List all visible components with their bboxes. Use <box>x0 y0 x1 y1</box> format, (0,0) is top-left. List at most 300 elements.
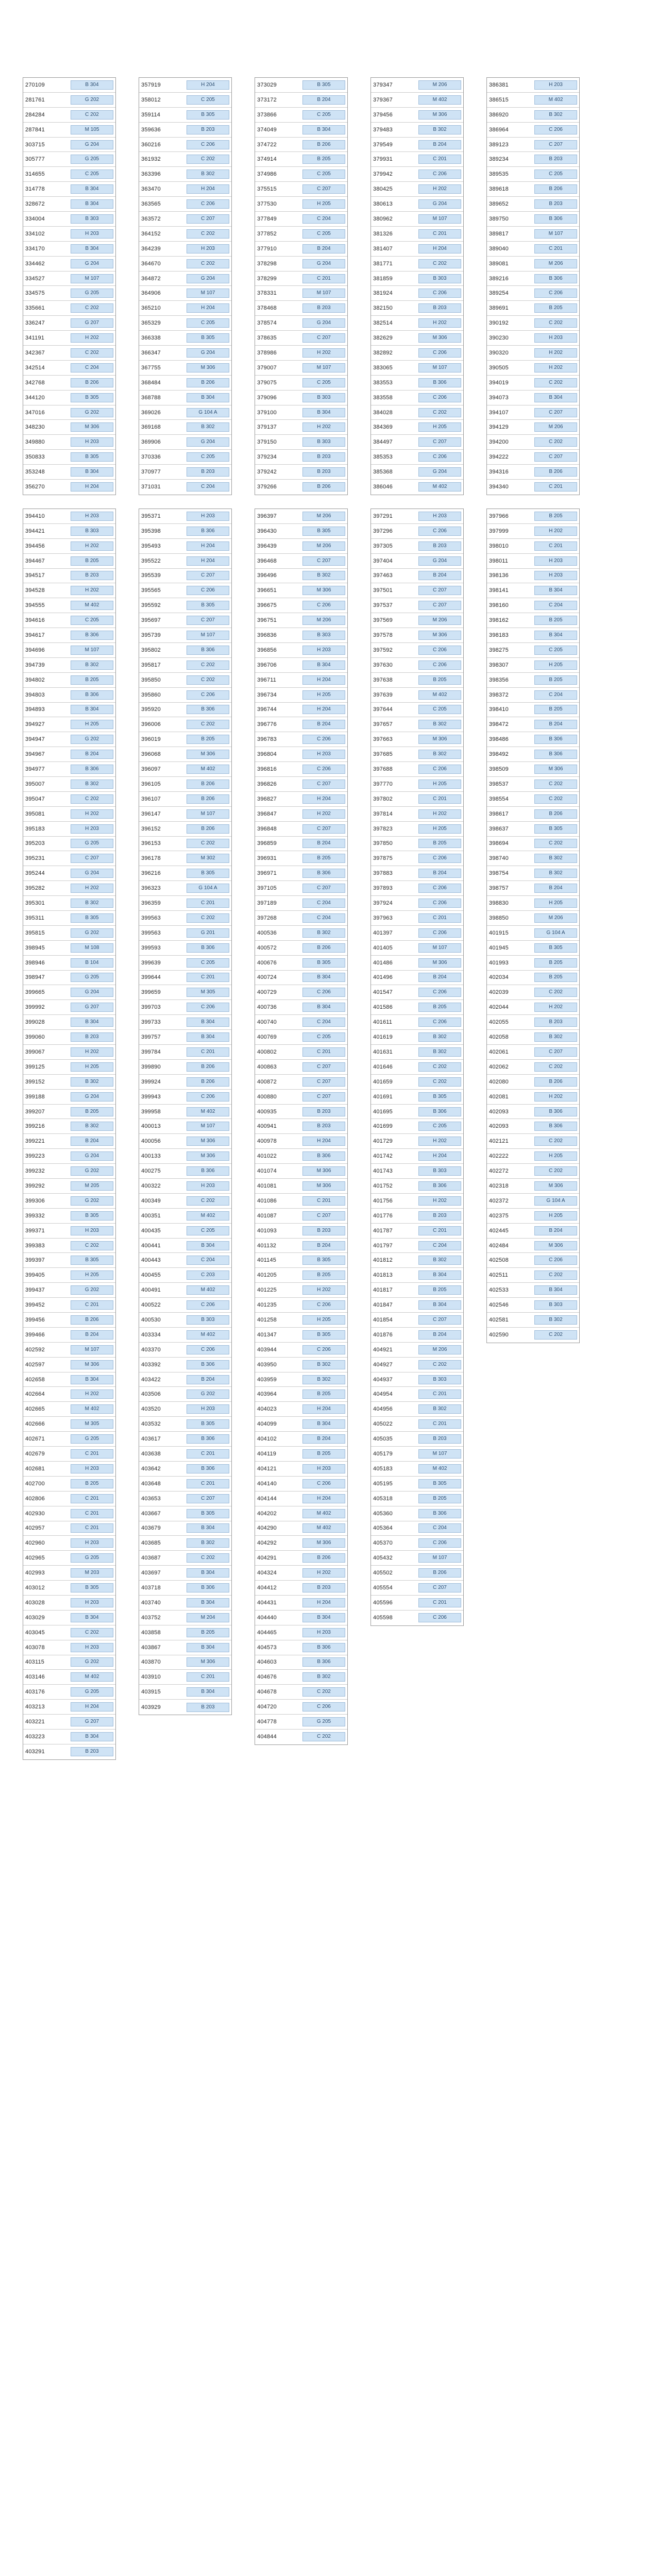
room-code-badge: B 305 <box>534 943 577 953</box>
table-row <box>23 1105 115 1120</box>
entry-number: 404431 <box>257 1599 277 1606</box>
entry-number: 375515 <box>257 186 277 193</box>
entry-number: 398307 <box>489 662 509 668</box>
room-code-badge: C 207 <box>418 1315 461 1325</box>
room-code-badge: B 304 <box>302 973 345 982</box>
entry-number: 402372 <box>489 1197 509 1204</box>
room-code-badge: H 204 <box>302 1404 345 1414</box>
table-row <box>139 450 231 465</box>
entry-number: 395231 <box>25 855 45 862</box>
entry-number: 385368 <box>373 469 393 476</box>
table-row <box>371 643 463 658</box>
entry-number: 396706 <box>257 662 277 668</box>
table-row <box>371 1149 463 1164</box>
table-row <box>255 896 347 911</box>
room-code-badge: M 306 <box>418 735 461 744</box>
entry-number: 401631 <box>373 1048 393 1055</box>
room-code-badge: C 205 <box>187 452 229 462</box>
table-row <box>255 1149 347 1164</box>
table-row <box>371 792 463 807</box>
room-code-badge: H 204 <box>418 244 461 253</box>
room-code-badge: B 306 <box>187 1583 229 1592</box>
room-code-badge: B 302 <box>187 1538 229 1548</box>
room-code-badge: H 203 <box>71 1643 113 1652</box>
entry-number: 368484 <box>141 379 161 386</box>
entry-number: 402993 <box>25 1570 45 1577</box>
room-code-badge: B 302 <box>71 1077 113 1087</box>
room-code-badge: M 206 <box>302 541 345 551</box>
entry-number: 400802 <box>257 1048 277 1055</box>
entry-number: 396783 <box>257 736 277 743</box>
table-row <box>23 465 115 480</box>
entry-number: 403944 <box>257 1346 277 1353</box>
room-code-badge: G 204 <box>302 318 345 328</box>
entry-number: 400133 <box>141 1153 161 1160</box>
table-row <box>23 152 115 167</box>
table-row <box>139 1402 231 1417</box>
table-row <box>487 108 579 123</box>
entry-number: 396006 <box>141 721 161 728</box>
entry-number: 404412 <box>257 1585 277 1591</box>
entry-number: 402960 <box>25 1540 45 1547</box>
table-row <box>371 376 463 391</box>
entry-number: 397630 <box>373 662 393 668</box>
table-row <box>255 1358 347 1372</box>
table-row <box>255 376 347 391</box>
table-row <box>487 93 579 108</box>
entry-number: 394421 <box>25 528 45 534</box>
entry-number: 397501 <box>373 587 393 594</box>
entry-number: 398356 <box>489 676 509 683</box>
table-row <box>487 152 579 167</box>
table-row <box>371 1536 463 1551</box>
entry-number: 394616 <box>25 617 45 624</box>
entry-number: 399943 <box>141 1093 161 1100</box>
entry-number: 400536 <box>257 929 277 936</box>
entry-number: 305777 <box>25 156 45 163</box>
entry-number: 404292 <box>257 1540 277 1547</box>
table-row <box>23 866 115 881</box>
room-code-badge: C 207 <box>187 1494 229 1503</box>
room-code-badge: H 205 <box>418 824 461 834</box>
table-row <box>139 197 231 212</box>
entry-number: 402080 <box>489 1078 509 1085</box>
table-row <box>255 316 347 331</box>
room-code-badge: B 302 <box>71 899 113 908</box>
room-code-badge: B 303 <box>418 1166 461 1176</box>
room-code-badge: G 204 <box>71 259 113 268</box>
table-row <box>371 941 463 956</box>
entry-number: 404844 <box>257 1734 277 1740</box>
room-code-badge: C 202 <box>534 1330 577 1340</box>
room-code-badge: B 206 <box>187 779 229 789</box>
table-row <box>139 93 231 108</box>
entry-number: 403422 <box>141 1376 161 1383</box>
room-code-badge: B 204 <box>71 1330 113 1340</box>
table-row <box>371 956 463 971</box>
room-code-badge: B 302 <box>534 854 577 863</box>
table-row <box>371 465 463 480</box>
room-code-badge: C 206 <box>187 199 229 209</box>
entry-number: 397638 <box>373 676 393 683</box>
entry-number: 365329 <box>141 320 161 327</box>
entry-number: 342514 <box>25 364 45 371</box>
entry-number: 403370 <box>141 1346 161 1353</box>
table-row <box>487 792 579 807</box>
table-row <box>371 197 463 212</box>
table-row <box>255 807 347 822</box>
room-code-badge: C 206 <box>534 289 577 298</box>
room-code-badge: G 204 <box>71 1092 113 1101</box>
entry-number: 395183 <box>25 825 45 832</box>
room-code-badge: C 202 <box>534 378 577 387</box>
entry-number: 404573 <box>257 1644 277 1651</box>
entry-number: 389234 <box>489 156 509 163</box>
room-code-badge: C 207 <box>534 452 577 462</box>
table-row <box>255 301 347 316</box>
entry-number: 379942 <box>373 171 393 178</box>
table-row <box>371 598 463 613</box>
entry-number: 394467 <box>25 557 45 564</box>
entry-number: 403648 <box>141 1480 161 1487</box>
room-code-badge: B 205 <box>418 1003 461 1012</box>
entry-number: 397404 <box>373 557 393 564</box>
room-code-badge: B 303 <box>418 1375 461 1384</box>
table-row <box>371 1506 463 1521</box>
table-row <box>371 1417 463 1432</box>
entry-number: 395565 <box>141 587 161 594</box>
entry-number: 402034 <box>489 974 509 981</box>
table-row <box>139 1477 231 1492</box>
entry-block <box>139 509 232 1715</box>
table-row <box>255 1611 347 1625</box>
entry-number: 401258 <box>257 1316 277 1323</box>
entry-number: 364906 <box>141 290 161 297</box>
table-row <box>139 465 231 480</box>
table-row <box>255 1239 347 1253</box>
table-row <box>139 1045 231 1060</box>
table-row <box>487 717 579 732</box>
entry-number: 397657 <box>373 721 393 728</box>
table-row <box>23 1462 115 1477</box>
entry-number: 373172 <box>257 96 277 103</box>
table-row <box>487 613 579 628</box>
room-code-badge: C 204 <box>187 1256 229 1265</box>
entry-number: 367755 <box>141 364 161 371</box>
room-code-badge: B 306 <box>187 1434 229 1444</box>
room-code-badge: C 206 <box>418 1538 461 1548</box>
entry-number: 270109 <box>25 81 45 88</box>
room-code-badge: B 304 <box>534 393 577 402</box>
table-row <box>371 1328 463 1343</box>
table-row <box>487 465 579 480</box>
table-row <box>139 792 231 807</box>
table-row <box>371 1521 463 1536</box>
table-row <box>139 1000 231 1015</box>
table-row <box>23 316 115 331</box>
entry-number: 386046 <box>373 484 393 490</box>
room-code-badge: G 204 <box>418 199 461 209</box>
table-row <box>23 78 115 93</box>
entry-number: 397850 <box>373 840 393 847</box>
entry-number: 369168 <box>141 424 161 431</box>
room-code-badge: H 204 <box>302 675 345 685</box>
room-code-badge: B 206 <box>71 378 113 387</box>
entry-block <box>23 509 116 1760</box>
room-code-badge: C 206 <box>534 1256 577 1265</box>
room-code-badge: B 303 <box>71 527 113 536</box>
table-row <box>371 1343 463 1358</box>
entry-number: 394977 <box>25 766 45 773</box>
entry-number: 398945 <box>25 944 45 951</box>
entry-number: 401619 <box>373 1034 393 1041</box>
table-row <box>23 1715 115 1730</box>
table-row <box>23 837 115 852</box>
entry-number: 383065 <box>373 364 393 371</box>
room-code-badge: M 402 <box>187 1211 229 1221</box>
table-row <box>139 1492 231 1506</box>
entry-number: 334575 <box>25 290 45 297</box>
table-row <box>371 1179 463 1194</box>
table-row <box>23 1387 115 1402</box>
entry-number: 402093 <box>489 1123 509 1130</box>
entry-number: 398160 <box>489 602 509 609</box>
room-code-badge: C 206 <box>418 660 461 670</box>
entry-number: 401087 <box>257 1212 277 1219</box>
room-code-badge: C 201 <box>302 274 345 283</box>
room-code-badge: B 205 <box>534 512 577 521</box>
table-row <box>487 167 579 182</box>
entry-number: 398694 <box>489 840 509 847</box>
entry-number: 401756 <box>373 1197 393 1204</box>
room-code-badge: C 206 <box>187 140 229 149</box>
room-code-badge: C 207 <box>302 1077 345 1087</box>
table-row <box>255 569 347 584</box>
table-row <box>255 331 347 346</box>
entry-number: 394517 <box>25 572 45 579</box>
room-code-badge: B 205 <box>71 556 113 566</box>
room-code-badge: C 206 <box>302 1479 345 1488</box>
entry-number: 396848 <box>257 825 277 832</box>
table-row <box>139 1313 231 1328</box>
room-code-badge: M 206 <box>534 913 577 923</box>
room-code-badge: B 306 <box>534 1107 577 1116</box>
entry-number: 397688 <box>373 766 393 773</box>
table-row <box>371 1000 463 1015</box>
entry-number: 396147 <box>141 810 161 817</box>
room-code-badge: B 203 <box>71 571 113 580</box>
table-row <box>139 673 231 688</box>
room-code-badge: B 302 <box>418 125 461 134</box>
room-code-badge: M 402 <box>187 1330 229 1340</box>
room-code-badge: G 207 <box>71 1003 113 1012</box>
room-code-badge: B 304 <box>71 1375 113 1384</box>
room-code-badge: H 203 <box>187 1404 229 1414</box>
table-row <box>23 1730 115 1744</box>
table-row <box>255 1655 347 1670</box>
room-code-badge: B 304 <box>187 393 229 402</box>
entry-number: 402445 <box>489 1227 509 1234</box>
entry-number: 401132 <box>257 1242 277 1249</box>
room-code-badge: G 202 <box>71 735 113 744</box>
entry-number: 397999 <box>489 528 509 534</box>
room-code-badge: C 206 <box>418 928 461 938</box>
entry-number: 364152 <box>141 230 161 237</box>
entry-number: 379266 <box>257 484 277 490</box>
entry-number: 402658 <box>25 1376 45 1383</box>
entry-number: 405502 <box>373 1570 393 1577</box>
table-row <box>23 673 115 688</box>
room-code-badge: C 202 <box>534 794 577 804</box>
table-row <box>371 1581 463 1596</box>
entry-number: 402039 <box>489 989 509 996</box>
table-row <box>139 1700 231 1715</box>
entry-number: 379150 <box>257 439 277 446</box>
entry-number: 402318 <box>489 1182 509 1189</box>
table-row <box>23 792 115 807</box>
table-row <box>487 509 579 524</box>
table-row <box>255 1372 347 1387</box>
room-code-badge: B 204 <box>302 244 345 253</box>
table-row <box>23 1566 115 1581</box>
room-code-badge: M 306 <box>187 1151 229 1161</box>
table-row <box>139 1194 231 1209</box>
entry-number: 399232 <box>25 1168 45 1175</box>
entry-number: 395081 <box>25 810 45 817</box>
table-row <box>487 673 579 688</box>
room-code-badge: B 206 <box>187 1062 229 1072</box>
room-code-badge: C 206 <box>418 899 461 908</box>
room-code-badge: B 306 <box>534 274 577 283</box>
table-row <box>255 391 347 405</box>
table-row <box>23 1119 115 1134</box>
table-row <box>139 1506 231 1521</box>
table-row <box>139 1581 231 1596</box>
room-code-badge: H 202 <box>71 809 113 819</box>
room-code-badge: H 203 <box>302 646 345 655</box>
entry-number: 402957 <box>25 1525 45 1532</box>
entry-number: 394340 <box>489 484 509 490</box>
table-row <box>255 673 347 688</box>
entry-number: 395244 <box>25 870 45 877</box>
entry-number: 403915 <box>141 1689 161 1696</box>
entry-number: 341191 <box>25 335 45 342</box>
table-row <box>139 598 231 613</box>
entry-number: 353248 <box>25 469 45 476</box>
table-row <box>139 837 231 852</box>
table-row <box>139 1655 231 1670</box>
table-row <box>139 138 231 152</box>
room-code-badge: H 205 <box>302 199 345 209</box>
table-row <box>255 123 347 138</box>
entry-number: 398275 <box>489 647 509 653</box>
table-row <box>487 391 579 405</box>
table-row <box>255 703 347 718</box>
entry-number: 404023 <box>257 1406 277 1413</box>
table-row <box>371 911 463 926</box>
entry-number: 381924 <box>373 290 393 297</box>
table-row <box>23 1358 115 1372</box>
table-row <box>23 613 115 628</box>
table-row <box>139 376 231 391</box>
table-row <box>371 123 463 138</box>
room-code-badge: B 305 <box>302 1330 345 1340</box>
table-row <box>139 554 231 569</box>
table-row <box>139 1253 231 1268</box>
entry-number: 397578 <box>373 632 393 638</box>
entry-number: 403012 <box>25 1585 45 1591</box>
table-row <box>487 138 579 152</box>
room-code-badge: C 206 <box>302 1300 345 1310</box>
room-code-badge: B 204 <box>187 1375 229 1384</box>
room-code-badge: B 203 <box>418 1434 461 1444</box>
table-row <box>139 301 231 316</box>
room-code-badge: H 203 <box>71 229 113 239</box>
table-row <box>23 167 115 182</box>
room-code-badge: C 201 <box>187 973 229 982</box>
room-code-badge: H 202 <box>71 586 113 595</box>
room-code-badge: C 207 <box>418 601 461 610</box>
table-row <box>139 78 231 93</box>
room-code-badge: M 302 <box>187 854 229 863</box>
entry-number: 405318 <box>373 1495 393 1502</box>
room-code-badge: B 204 <box>302 1241 345 1250</box>
entry-number: 402093 <box>489 1108 509 1115</box>
entry-number: 400056 <box>141 1138 161 1145</box>
room-code-badge: G 205 <box>71 155 113 164</box>
room-code-badge: B 305 <box>71 1256 113 1265</box>
room-code-badge: C 201 <box>418 155 461 164</box>
entry-number: 399593 <box>141 944 161 951</box>
table-row <box>23 985 115 1000</box>
entry-number: 402222 <box>489 1153 509 1160</box>
entry-number: 396178 <box>141 855 161 862</box>
room-code-badge: H 204 <box>71 1702 113 1711</box>
table-row <box>23 1149 115 1164</box>
entry-number: 401813 <box>373 1272 393 1279</box>
table-row <box>487 480 579 495</box>
entry-number: 359114 <box>141 111 161 118</box>
entry-number: 402965 <box>25 1555 45 1562</box>
room-code-badge: C 206 <box>418 854 461 863</box>
entry-number: 396931 <box>257 855 277 862</box>
room-code-badge: H 203 <box>71 512 113 521</box>
entry-number: 398183 <box>489 632 509 638</box>
table-row <box>487 762 579 777</box>
entry-number: 394222 <box>489 454 509 461</box>
table-row <box>255 747 347 762</box>
room-code-badge: C 202 <box>534 318 577 328</box>
room-code-badge: M 402 <box>302 1509 345 1518</box>
entry-number: 401586 <box>373 1004 393 1011</box>
table-row <box>139 717 231 732</box>
table-row <box>371 1298 463 1313</box>
table-row <box>371 1045 463 1060</box>
entry-number: 401699 <box>373 1123 393 1130</box>
entry-number: 358012 <box>141 96 161 103</box>
entry-number: 374986 <box>257 171 277 178</box>
table-row <box>23 435 115 450</box>
room-code-badge: H 202 <box>534 1092 577 1101</box>
room-code-badge: C 202 <box>187 660 229 670</box>
entry-number: 399784 <box>141 1048 161 1055</box>
entry-number: 399563 <box>141 929 161 936</box>
table-row <box>487 346 579 361</box>
room-code-badge: M 306 <box>187 1137 229 1146</box>
table-row <box>139 1521 231 1536</box>
table-row <box>139 1685 231 1700</box>
entry-number: 314655 <box>25 171 45 178</box>
